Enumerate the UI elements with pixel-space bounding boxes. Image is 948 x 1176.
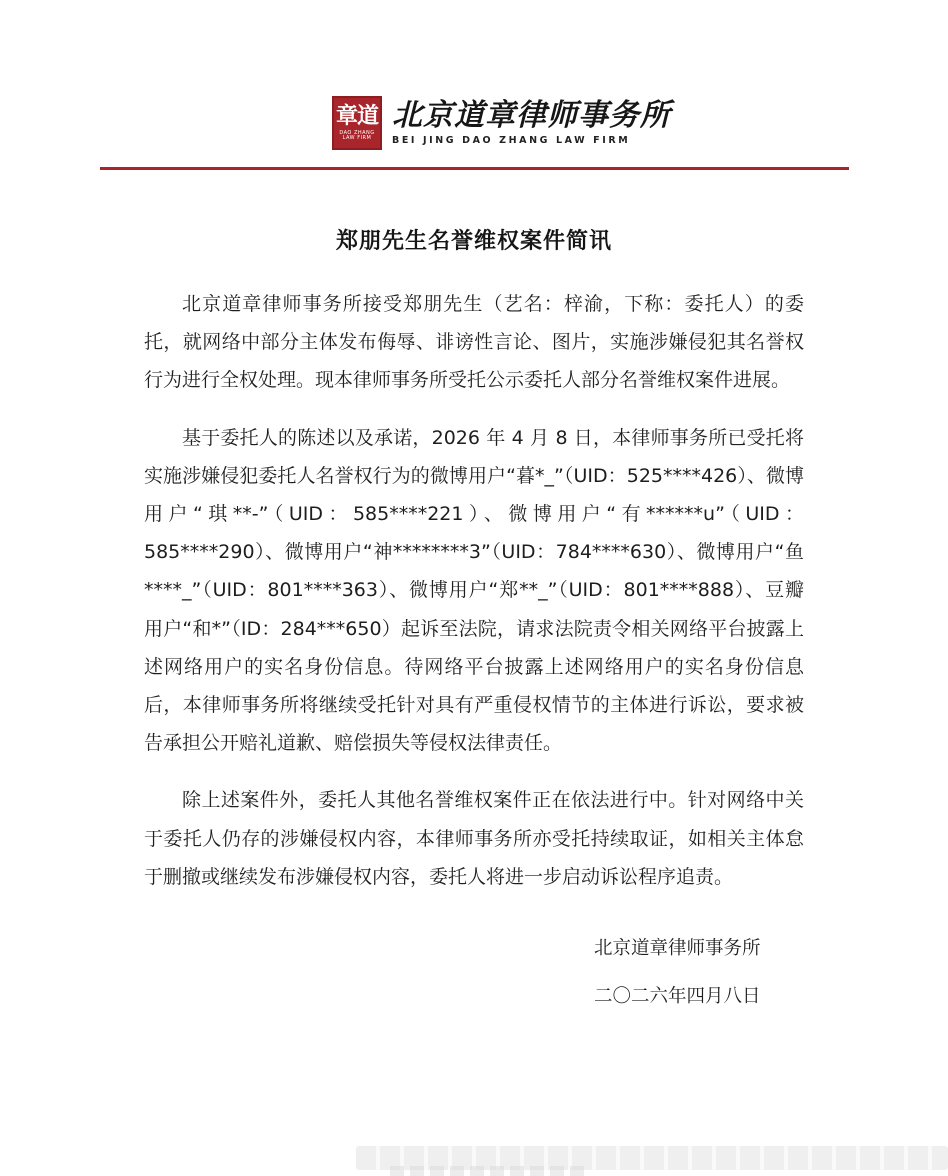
firm-name-english: BEI JING DAO ZHANG LAW FIRM: [392, 135, 631, 147]
logo-subtext: DAO ZHANG LAW FIRM: [339, 130, 375, 141]
signature-block: [594, 932, 761, 1014]
firm-name-chinese: 北京道章律师事务所: [392, 97, 671, 133]
signature-firm: 北京道章律师事务所: [594, 938, 761, 959]
logo-text: 章道: [335, 103, 378, 129]
document-body: [144, 285, 804, 915]
paragraph-3: 除上述案件外，委托人其他名誉维权案件正在依法进行中。针对网络中关于委托人仍存的涉嫌侵权内容，本律师事务所亦受托持续取证，如相关主体怠于删撤或继续发布涉嫌侵权内容，委托人将进一步启动诉讼程序追责。: [144, 789, 804, 888]
letterhead: [332, 96, 671, 150]
signature-date: 二〇二六年四月八日: [594, 986, 761, 1007]
document-title: 郑朋先生名誉维权案件简讯: [335, 229, 612, 254]
firm-name-block: [392, 97, 671, 147]
paragraph-1: 北京道章律师事务所接受郑朋先生（艺名：梓渝，下称：委托人）的委托，就网络中部分主体发布侮辱、诽谤性言论、图片，实施涉嫌侵犯其名誉权行为进行全权处理。现本律师事务所受托公示委托人部分名誉维权案件进展。: [144, 293, 804, 392]
blurred-watermark-trail: [390, 1166, 590, 1176]
letterhead-divider: [100, 167, 849, 170]
firm-logo-seal: [332, 96, 382, 150]
paragraph-2: 基于委托人的陈述以及承诺，2026 年 4 月 8 日，本律师事务所已受托将实施涉嫌侵犯委托人名誉权行为的微博用户“暮*_”（UID：525****426）、微博用户“琪**-”（UID：585****221）、微博用户“有******u”（UID：585****290）、微博用户“神********3”（UID：784****630）、微博用户“鱼****_”（UID：801****363）、微博用户“郑**_”（UID：801****888）、豆瓣用户“和*”（ID：284***650）起诉至法院，请求法院责令相关网络平台披露上述网络用户的实名身份信息。待网络平台披露上述网络用户的实名身份信息后，本律师事务所将继续受托针对具有严重侵权情节的主体进行诉讼，要求被告承担公开赔礼道歉、赔偿损失等侵权法律责任。: [144, 426, 804, 755]
